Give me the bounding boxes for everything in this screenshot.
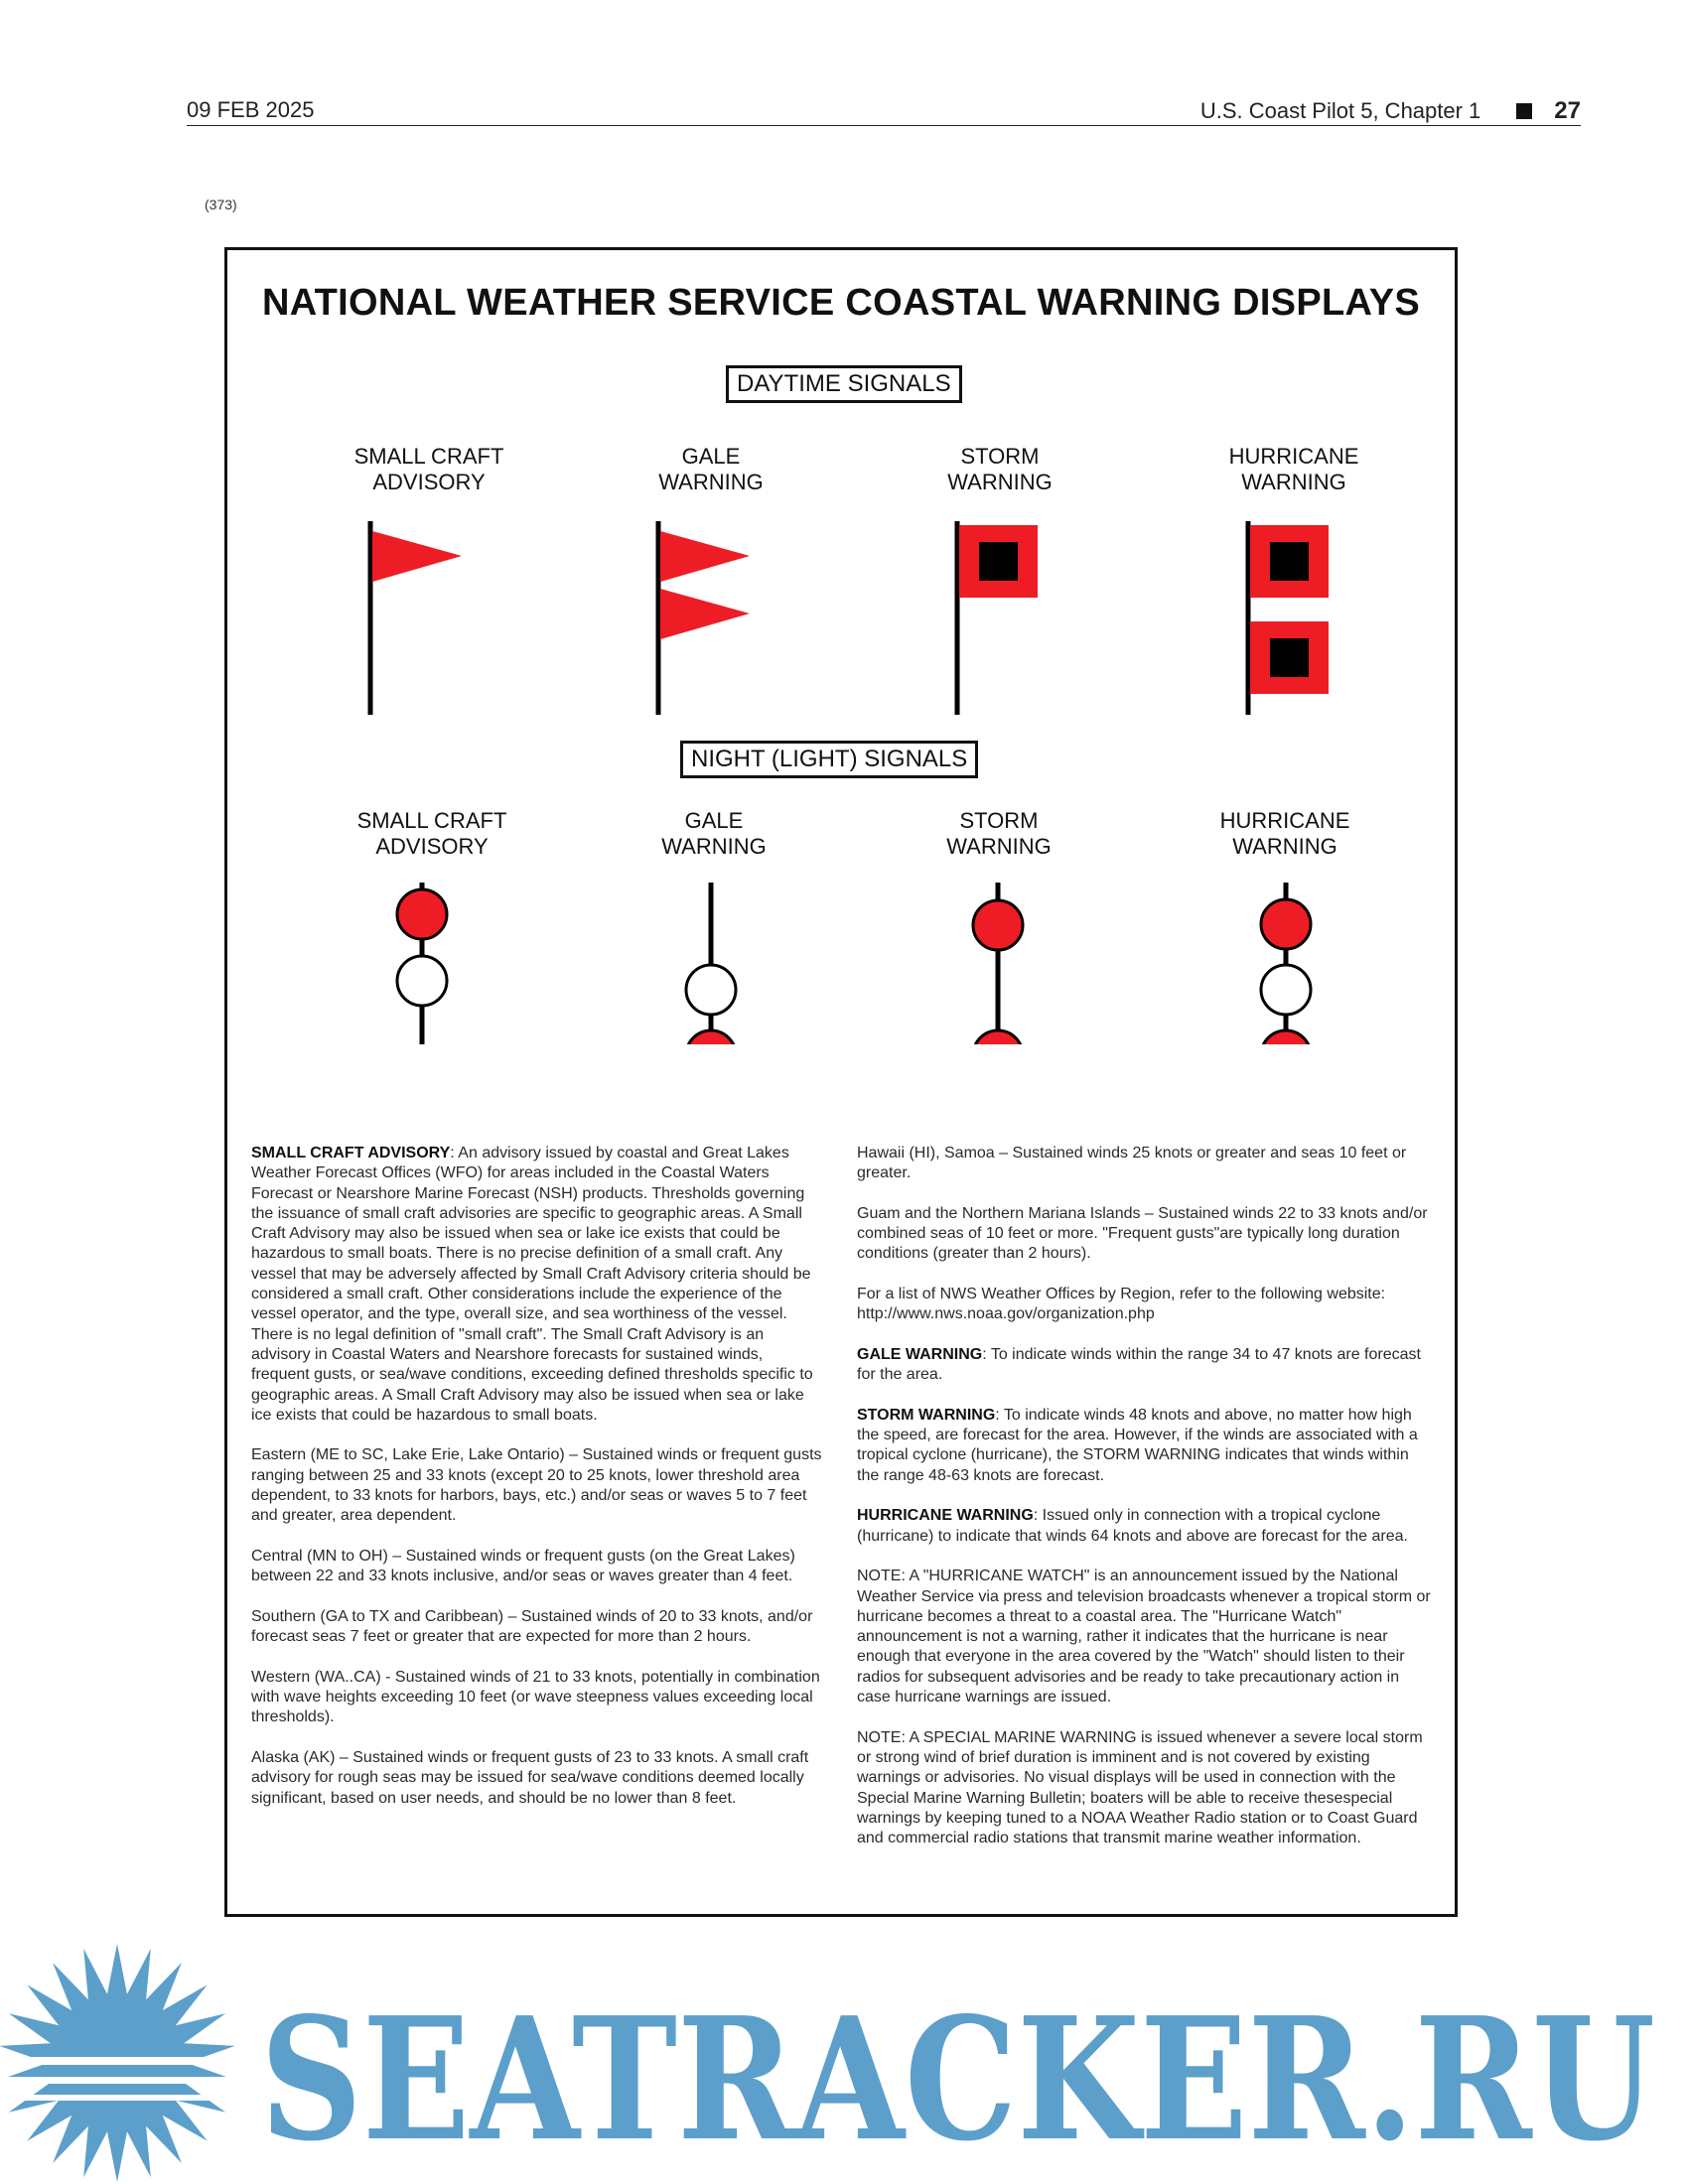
night-label-gale: GALE WARNING: [661, 808, 767, 859]
seatracker-watermark: [0, 1926, 1688, 2184]
region-alaska: Alaska (AK) – Sustained winds or frequent gusts of 23 to 33 knots. A small craft advisory for rough seas may be issued for sea/wave conditions deemed locally significant, based on user needs, and should be no lower than 8 feet.: [251, 1748, 809, 1807]
day-label-small-craft: SMALL CRAFT ADVISORY: [353, 444, 504, 494]
region-western: Western (WA..CA) - Sustained winds of 21 to 33 knots, potentially in combination with wave heights exceeding 10 feet (or wave steepness values exceeding local thresholds).: [251, 1668, 820, 1726]
region-guam: Guam and the Northern Mariana Islands – Sustained winds 22 to 33 knots and/or combined seas of 10 feet or more. "Frequent gusts"are typically long duration conditions (greater than 2 hours).: [857, 1204, 1428, 1263]
small-craft-heading: SMALL CRAFT ADVISORY: [251, 1145, 451, 1161]
region-hawaii: Hawaii (HI), Samoa – Sustained winds 25 knots or greater and seas 10 feet or greater.: [857, 1145, 1407, 1182]
hurricane-definition: [857, 1506, 1431, 1547]
gale-heading: GALE WARNING: [857, 1345, 983, 1363]
night-label-small-craft: SMALL CRAFT ADVISORY: [356, 808, 507, 859]
gale-definition: [857, 1345, 1431, 1386]
hurricane-heading: HURRICANE WARNING: [857, 1507, 1034, 1525]
hurricane-lights-icon: [1261, 883, 1311, 1044]
gale-body: : To indicate winds within the range 34 to 47 knots are forecast for the area.: [857, 1345, 1421, 1384]
night-label-hurricane: HURRICANE WARNING: [1219, 808, 1350, 859]
hurricane-body: : Issued only in connection with a tropical cyclone (hurricane) to indicate that winds 64 knots and above are forecast for the area.: [857, 1507, 1408, 1545]
watermark-text: SEATRACKER.RU: [260, 1980, 1655, 2179]
storm-heading: STORM WARNING: [857, 1406, 996, 1424]
storm-body: : To indicate winds 48 knots and above, no matter how high the speed, are forecast for the area. However, if the winds are associated with a tropical cyclone (hurricane), the STORM WARNING indicates that winds within the range 48-63 knots are forecast.: [857, 1406, 1418, 1484]
sun-logo-icon: [0, 1944, 258, 2182]
page-number: 27: [1554, 97, 1581, 124]
small-craft-definition: [251, 1144, 825, 1426]
small-craft-body: : An advisory issued by coastal and Great Lakes Weather Forecast Offices (WFO) for areas included in the Coastal Waters Forecast or Nearshore Marine Forecast (NSH) products. Thresholds governing the issuance of small craft advisories are specific to geographic areas. A Small Craft Advisory may also be issued when sea or lake ice exists that could be hazardous to small boats. There is no precise definition of a small craft. Any vessel that may be adversely affected by Small Craft Advisory criteria should be considered a small craft. Other considerations include the experience of the vessel operator, and the type, overall size, and sea worthiness of the vessel. There is no legal definition of "small craft". The Small Craft Advisory is an advisory in Coastal Waters and Nearshore forecasts for sustained winds, frequent gusts, or sea/wave conditions, exceeding defined thresholds specific to geographic areas. A Small Craft Advisory may also be issued when sea or lake ice exists that could be hazardous to small boats.: [251, 1145, 813, 1424]
definitions-left-column: [251, 1144, 825, 1829]
warning-displays-figure: [224, 247, 1458, 1917]
signal-graphics: [227, 250, 1455, 1044]
header-right: [1200, 97, 1581, 125]
night-label-storm: STORM WARNING: [946, 808, 1052, 859]
small-craft-pennant-icon: [370, 521, 462, 715]
night-signals-label: NIGHT (LIGHT) SIGNALS: [680, 741, 978, 778]
small-craft-lights-icon: [397, 883, 447, 1044]
daytime-signals-label: DAYTIME SIGNALS: [726, 365, 962, 403]
storm-definition: [857, 1406, 1431, 1486]
square-bullet-icon: [1516, 103, 1532, 119]
day-label-hurricane: HURRICANE WARNING: [1228, 444, 1359, 494]
region-central: Central (MN to OH) – Sustained winds or frequent gusts (on the Great Lakes) between 22 and 33 knots inclusive, and/or seas or waves greater than 4 feet.: [251, 1547, 795, 1585]
hurricane-flags-icon: [1248, 521, 1329, 715]
definitions-right-column: [857, 1144, 1431, 1869]
figure-title: NATIONAL WEATHER SERVICE COASTAL WARNING DISPLAYS: [261, 282, 1421, 324]
hurricane-watch-note: NOTE: A "HURRICANE WATCH" is an announcement issued by the National Weather Service via press and television broadcasts whenever a tropical storm or hurricane becomes a threat to a coastal area. The "Hurricane Watch" announcement is not a warning, rather it indicates that the hurricane is near enough that everyone in the area covered by the "Watch" should listen to their radios for subsequent advisories and be ready to take precautionary action in case hurricane warnings are issued.: [857, 1568, 1431, 1706]
gale-pennants-icon: [658, 521, 750, 715]
gale-lights-icon: [686, 883, 736, 1044]
header-date: 09 FEB 2025: [187, 97, 315, 122]
day-label-storm: STORM WARNING: [947, 444, 1053, 494]
storm-flag-icon: [957, 521, 1038, 715]
day-label-gale: GALE WARNING: [658, 444, 764, 494]
region-eastern: Eastern (ME to SC, Lake Erie, Lake Ontario) – Sustained winds or frequent gusts ranging between 25 and 33 knots (except 20 to 25 knots, lower threshold area dependent, to 33 knots for harbors, bays, etc.) and/or seas or waves 5 to 7 feet and greater, area dependent.: [251, 1446, 822, 1525]
header-rule: [187, 125, 1581, 126]
storm-lights-icon: [973, 883, 1023, 1044]
figure-number: (373): [205, 197, 237, 212]
nws-offices-note: For a list of NWS Weather Offices by Region, refer to the following website: http://www.nws.noaa.gov/organization.php: [857, 1286, 1386, 1323]
region-southern: Southern (GA to TX and Caribbean) – Sustained winds of 20 to 33 knots, and/or forecast seas 7 feet or greater that are expected for more than 2 hours.: [251, 1607, 813, 1646]
special-marine-warning-note: NOTE: A SPECIAL MARINE WARNING is issued whenever a severe local storm or strong wind of brief duration is imminent and is not covered by existing warnings or advisories. No visual displays will be used in connection with the Special Marine Warning Bulletin; boaters will be able to receive thesespecial warnings by keeping tuned to a NOAA Weather Radio station or to Coast Guard and commercial radio stations that transmit marine weather information.: [857, 1728, 1423, 1847]
publication-title: U.S. Coast Pilot 5, Chapter 1: [1199, 98, 1481, 123]
